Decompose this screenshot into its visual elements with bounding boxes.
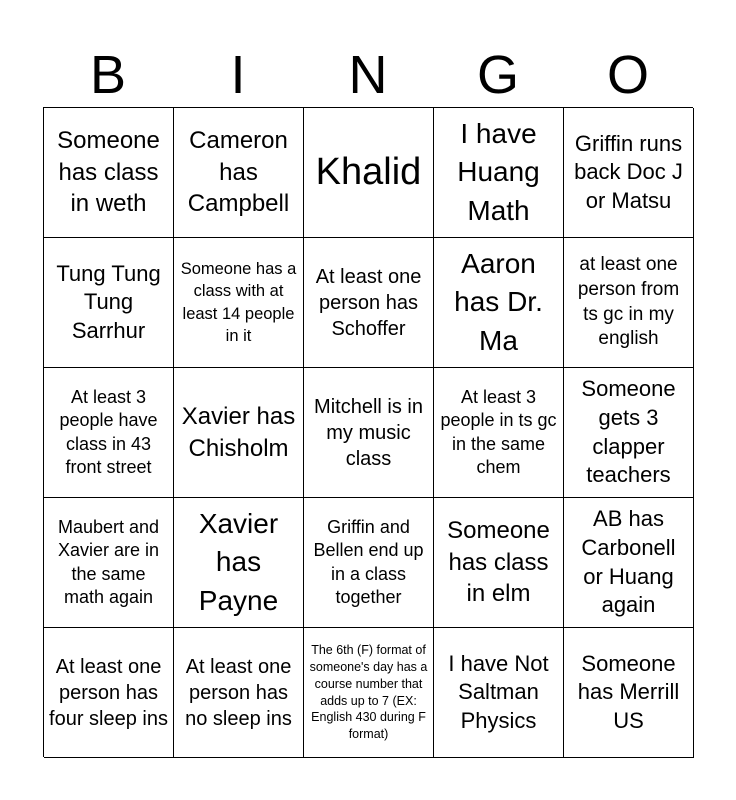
cell-text: Griffin and Bellen end up in a class together (313, 516, 424, 607)
cell-text: At least one person has four sleep ins (49, 655, 168, 730)
cell-text: Xavier has Chisholm (181, 402, 296, 462)
bingo-cell[interactable] (44, 498, 174, 628)
cell-text: Someone has class in weth (57, 126, 160, 218)
cell-text: Maubert and Xavier are in the same math again (57, 516, 160, 607)
bingo-cell[interactable] (174, 368, 304, 498)
bingo-cell[interactable] (304, 238, 434, 368)
bingo-cell[interactable] (304, 628, 434, 758)
cell-text: At least one person has no sleep ins (185, 655, 292, 730)
bingo-cell[interactable] (174, 238, 304, 368)
bingo-cell[interactable] (304, 498, 434, 628)
header-letter-i: I (230, 45, 246, 105)
cell-text: Someone has Merrill US (577, 650, 680, 733)
bingo-cell[interactable] (434, 238, 564, 368)
header-letter-o: O (606, 45, 649, 105)
bingo-cell[interactable] (564, 368, 694, 498)
bingo-cell[interactable] (174, 498, 304, 628)
cell-text: I have Huang Math (457, 118, 540, 226)
cell-text: Xavier has Payne (198, 508, 279, 616)
cell-text: At least 3 people have class in 43 front street (59, 386, 158, 477)
header-letter-g: G (476, 45, 519, 105)
cell-text: Someone gets 3 clapper teachers (581, 376, 676, 488)
cell-text: Aaron has Dr. Ma (454, 248, 543, 356)
cell-text: at least one person from ts gc in my english (577, 254, 680, 350)
bingo-cell[interactable] (434, 108, 564, 238)
cell-text: Mitchell is in my music class (314, 395, 423, 470)
bingo-cell[interactable] (174, 108, 304, 238)
bingo-cell[interactable] (564, 498, 694, 628)
cell-text: AB has Carbonell or Huang again (581, 506, 676, 618)
bingo-cell[interactable] (564, 628, 694, 758)
cell-text: Cameron has Campbell (187, 126, 290, 218)
bingo-cell[interactable] (434, 628, 564, 758)
cell-text: At least 3 people in ts gc in the same chem (440, 386, 557, 477)
cell-text: Someone has a class with at least 14 people in it (180, 259, 297, 345)
cell-text: I have Not Saltman Physics (448, 650, 549, 733)
bingo-cell[interactable] (304, 108, 434, 238)
cell-text: The 6th (F) format of someone's day has a course number that adds up to 7 (EX: English 430 during F format) (309, 642, 428, 742)
bingo-cell[interactable] (44, 628, 174, 758)
cell-text: Griffin runs back Doc J or Matsu (574, 130, 683, 213)
cell-text: At least one person has Schoffer (315, 265, 422, 340)
bingo-cell[interactable] (434, 368, 564, 498)
bingo-board (43, 107, 693, 757)
bingo-cell[interactable] (434, 498, 564, 628)
cell-text: Khalid (315, 150, 422, 193)
bingo-cell[interactable] (564, 108, 694, 238)
header-letter-n: N (348, 45, 388, 105)
bingo-cell[interactable] (564, 238, 694, 368)
bingo-cell[interactable] (44, 368, 174, 498)
bingo-cell[interactable] (44, 108, 174, 238)
bingo-cell[interactable] (174, 628, 304, 758)
cell-text: Tung Tung Tung Sarrhur (56, 260, 161, 343)
bingo-cell[interactable] (44, 238, 174, 368)
bingo-cell[interactable] (304, 368, 434, 498)
header-letter-b: B (89, 45, 127, 105)
bingo-header (43, 44, 693, 106)
cell-text: Someone has class in elm (447, 516, 550, 608)
